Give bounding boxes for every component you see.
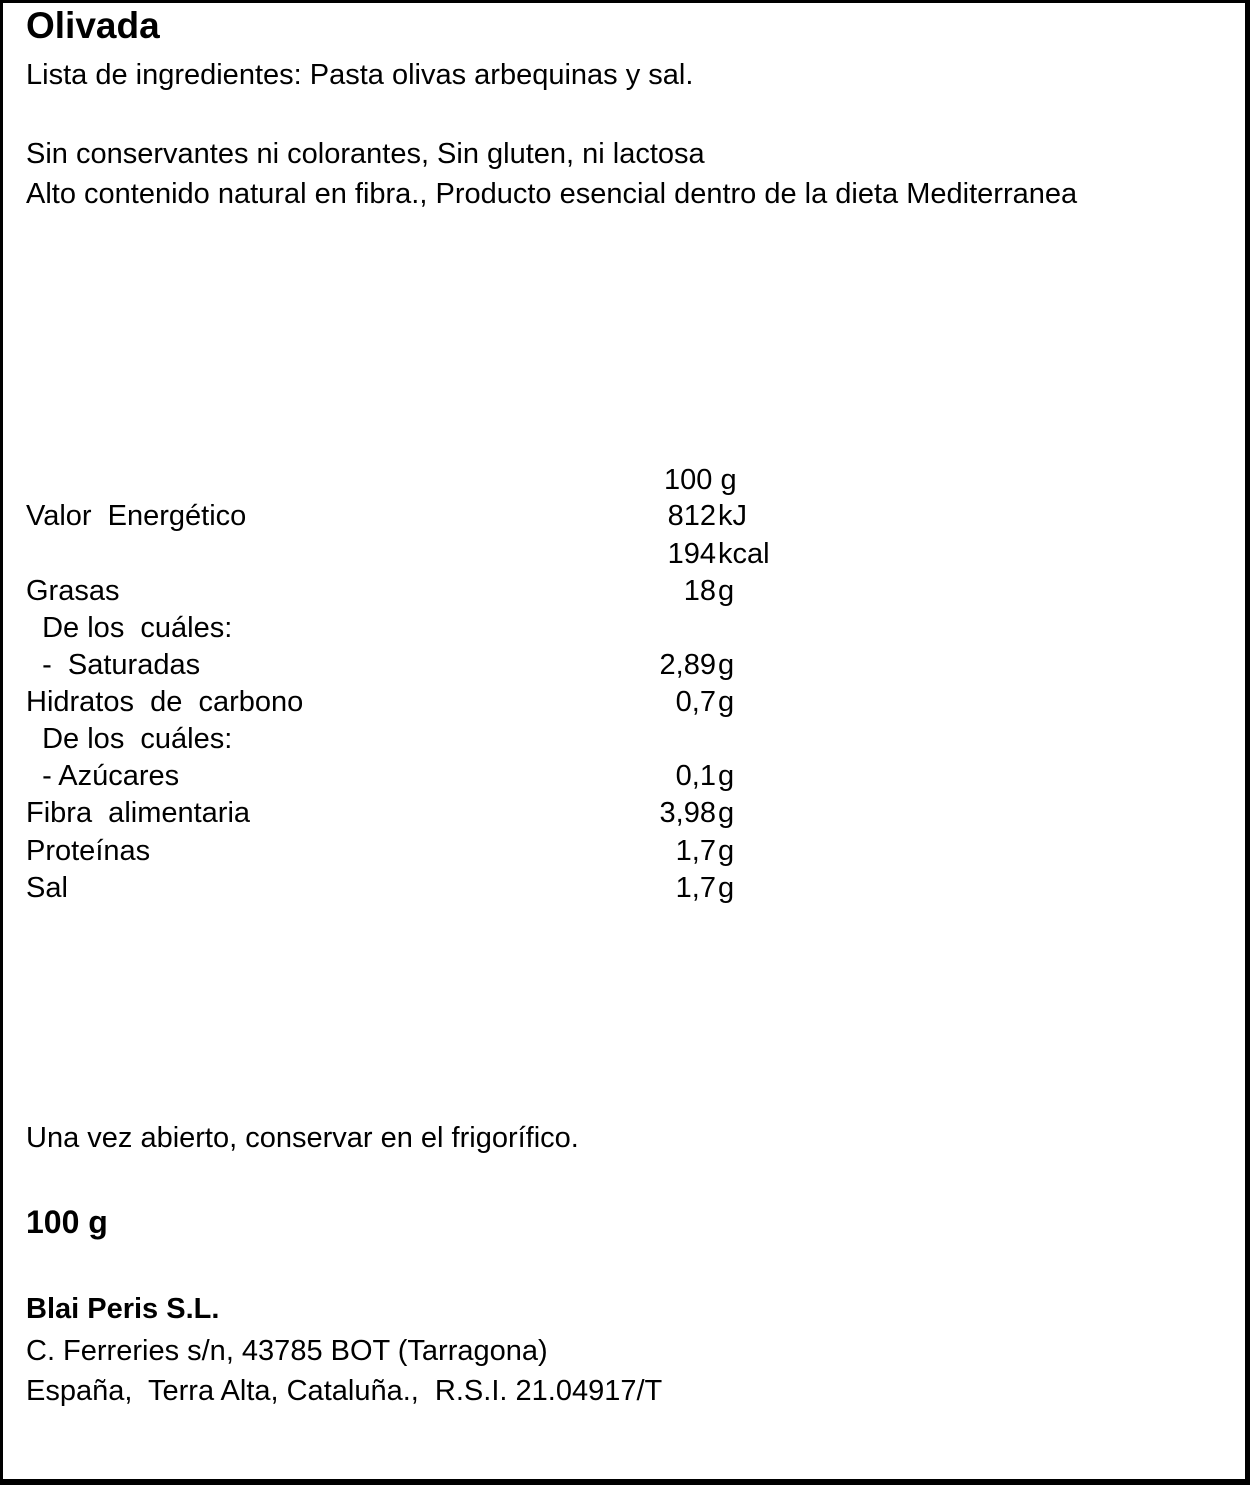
nutrition-sublabel: De los cuáles: [26, 612, 233, 644]
nutrition-unit: g [718, 835, 735, 867]
nutrition-value: 18 [683, 575, 716, 607]
product-title: Olivada [26, 5, 160, 46]
nutrition-label: - Saturadas [26, 649, 201, 681]
nutrition-label: Hidratos de carbono [26, 686, 304, 718]
nutrition-unit: g [718, 797, 735, 829]
nutrition-label: Fibra alimentaria [26, 797, 251, 829]
nutrition-value: 3,98 [659, 797, 716, 829]
ingredients-text: Lista de ingredientes: Pasta olivas arbequinas y sal. [26, 59, 694, 91]
company-region: España, Terra Alta, Cataluña., R.S.I. 21.04917/T [26, 1375, 663, 1407]
nutrition-unit: g [718, 760, 735, 792]
nutrition-value: 194 [667, 538, 716, 570]
storage-instructions: Una vez abierto, conservar en el frigorífico. [26, 1122, 579, 1154]
nutrition-unit: g [718, 686, 735, 718]
nutrition-unit: g [718, 872, 735, 904]
nutrition-unit: kcal [718, 538, 770, 570]
nutrition-unit: g [718, 575, 735, 607]
nutrition-value: 2,89 [659, 649, 716, 681]
nutrition-unit: g [718, 649, 735, 681]
claims-line-2: Alto contenido natural en fibra., Producto esencial dentro de la dieta Mediterranea [26, 178, 1078, 210]
nutrition-value: 1,7 [675, 872, 716, 904]
nutrition-label: Grasas [26, 575, 120, 607]
company-name: Blai Peris S.L. [26, 1293, 220, 1325]
company-address: C. Ferreries s/n, 43785 BOT (Tarragona) [26, 1335, 548, 1367]
nutrition-value: 0,1 [675, 760, 716, 792]
nutrition-sublabel: De los cuáles: [26, 723, 233, 755]
nutrition-value: 812 [667, 500, 716, 532]
nutrition-header: 100 g [664, 464, 737, 496]
nutrition-label: Proteínas [26, 835, 151, 867]
nutrition-label: Valor Energético [26, 500, 247, 532]
nutrition-label: - Azúcares [26, 760, 180, 792]
nutrition-value: 1,7 [675, 835, 716, 867]
claims-line-1: Sin conservantes ni colorantes, Sin gluten, ni lactosa [26, 138, 705, 170]
nutrition-value: 0,7 [675, 686, 716, 718]
nutrition-label: Sal [26, 872, 68, 904]
net-weight: 100 g [26, 1204, 108, 1240]
nutrition-unit: kJ [718, 500, 747, 532]
